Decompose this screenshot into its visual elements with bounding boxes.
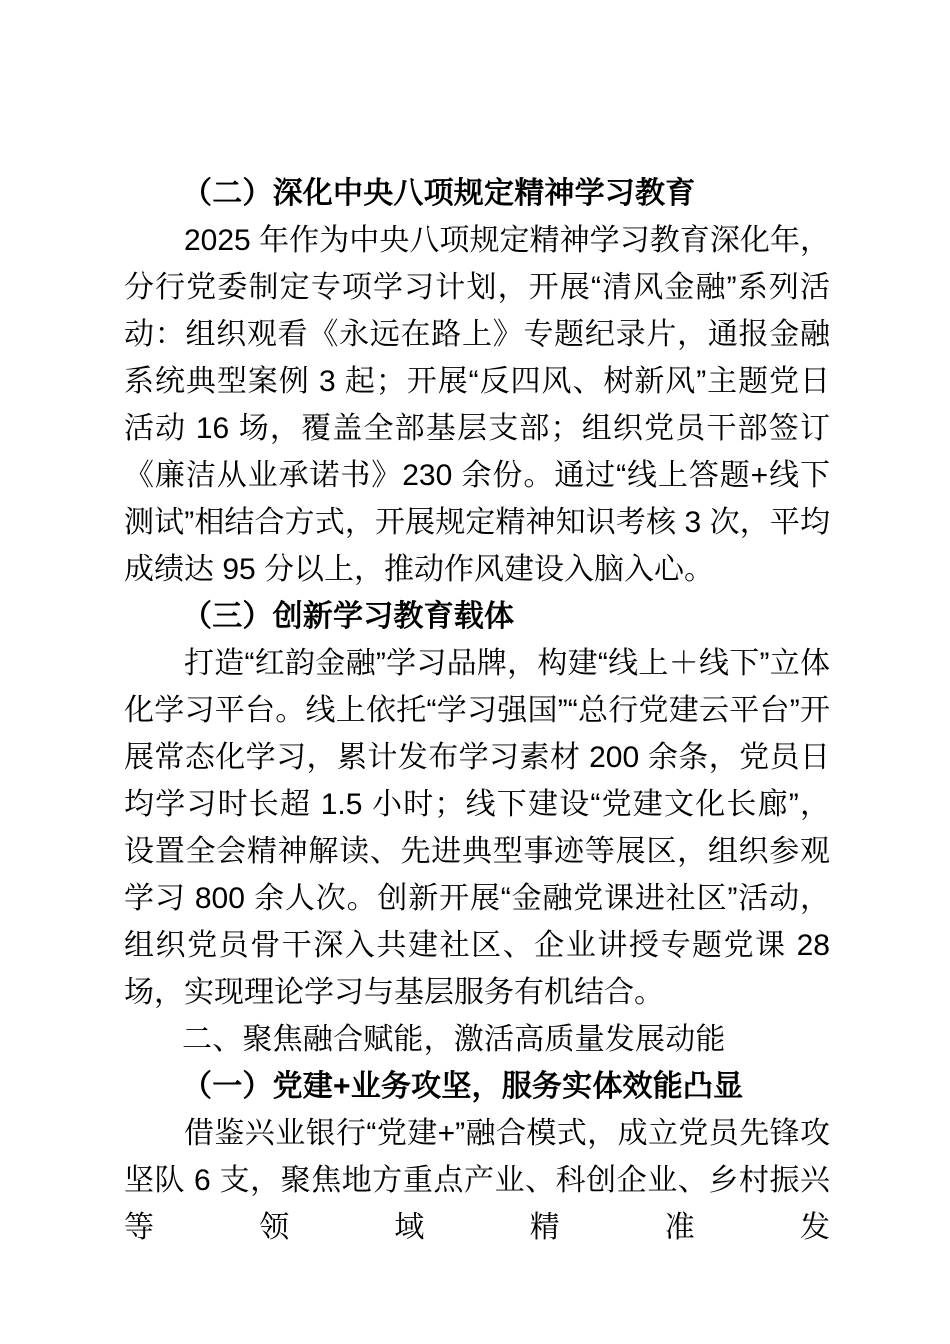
paragraph-deepen-eight-point-spirit: 2025 年作为中央八项规定精神学习教育深化年，分行党委制定专项学习计划，开展“清风金融”系列活动：组织观看《永远在路上》专题纪录片，通报金融系统典型案例 3 起；开展“反四风、树新风”主题党日活动 16 场，覆盖全部基层支部；组织党员干部签订《廉洁从业承诺书》230 余份。通过“线上答题+线下测试”相结合方式，开展规定精神知识考核 3 次，平均成绩达 95 分以上，推动作风建设入脑入心。: [124, 224, 830, 586]
paragraph-party-building-business: 借鉴兴业银行“党建+”融合模式，成立党员先锋攻坚队 6 支，聚焦地方重点产业、科创企业、乡村振兴等领域精准发: [124, 1117, 830, 1244]
section-heading-three: （三）创新学习教育载体: [182, 600, 515, 633]
document-body: [124, 170, 830, 1251]
paragraph-innovate-learning-carrier: 打造“红韵金融”学习品牌，构建“线上＋线下”立体化学习平台。线上依托“学习强国”“总行党建云平台”开展常态化学习，累计发布学习素材 200 余条，党员日均学习时长超 1.5 小时；线下建设“党建文化长廊”，设置全会精神解读、先进典型事迹等展区，组织参观学习 800 余人次。创新开展“金融党课进社区”活动，组织党员骨干深入共建社区、企业讲授专题党课 28 场，实现理论学习与基层服务有机结合。: [124, 647, 830, 1009]
section-heading-one: （一）党建+业务攻坚，服务实体效能凸显: [182, 1070, 744, 1103]
numbered-heading-two: 二、聚焦融合赋能，激活高质量发展动能: [182, 1023, 726, 1056]
section-heading-two: （二）深化中央八项规定精神学习教育: [182, 177, 696, 210]
